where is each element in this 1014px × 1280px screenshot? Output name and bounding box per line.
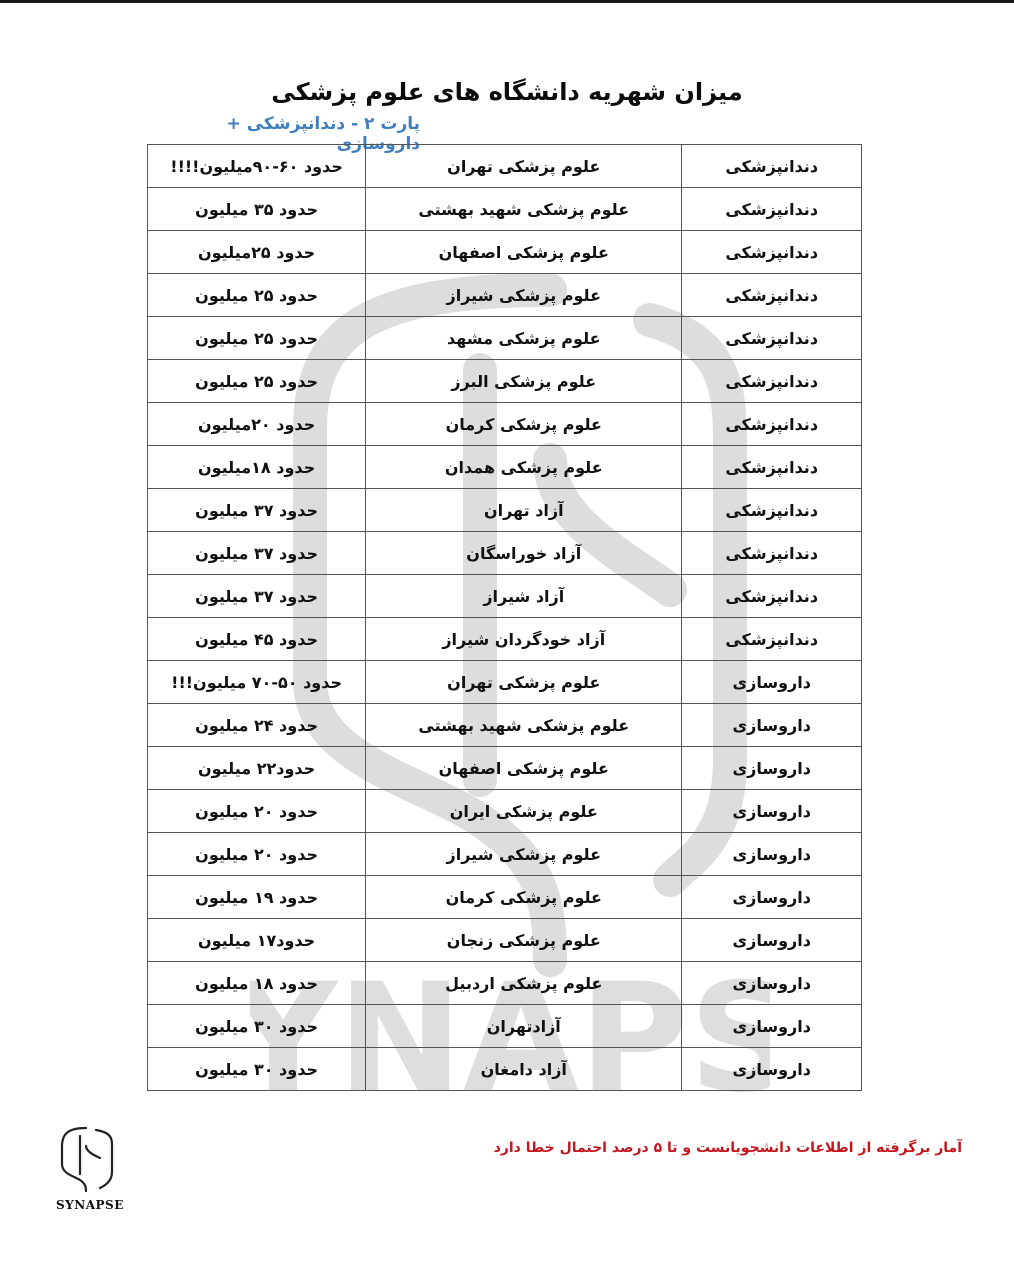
university-cell: علوم پزشکی شیراز bbox=[366, 833, 682, 876]
university-cell: آزاد خوراسگان bbox=[366, 532, 682, 575]
fee-cell: حدود ۵۰-۷۰ میلیون!!! bbox=[148, 661, 366, 704]
fee-cell: حدود ۳۰ میلیون bbox=[148, 1048, 366, 1091]
table-row bbox=[148, 231, 862, 274]
university-cell: علوم پزشکی مشهد bbox=[366, 317, 682, 360]
university-cell: علوم پزشکی کرمان bbox=[366, 876, 682, 919]
table-row bbox=[148, 145, 862, 188]
watermark-text: YNAPS bbox=[250, 952, 770, 1100]
page-subtitle: پارت ۲ - دندانپزشکی + داروسازی bbox=[226, 114, 420, 154]
table-row bbox=[148, 833, 862, 876]
university-cell: علوم پزشکی ایران bbox=[366, 790, 682, 833]
university-cell: علوم پزشکی اصفهان bbox=[366, 231, 682, 274]
fee-cell: حدود ۲۵ میلیون bbox=[148, 274, 366, 317]
field-cell: داروسازی bbox=[682, 661, 862, 704]
tuition-table bbox=[147, 144, 862, 1091]
table-row bbox=[148, 962, 862, 1005]
fee-cell: حدود ۲۴ میلیون bbox=[148, 704, 366, 747]
field-cell: دندانپزشکی bbox=[682, 360, 862, 403]
field-cell: داروسازی bbox=[682, 833, 862, 876]
university-cell: علوم پزشکی شهید بهشتی bbox=[366, 188, 682, 231]
fee-cell: حدود۱۷ میلیون bbox=[148, 919, 366, 962]
fee-cell: حدود ۳۷ میلیون bbox=[148, 489, 366, 532]
table-row bbox=[148, 532, 862, 575]
fee-cell: حدود ۴۵ میلیون bbox=[148, 618, 366, 661]
university-cell: علوم پزشکی تهران bbox=[366, 661, 682, 704]
fee-cell: حدود ۲۰میلیون bbox=[148, 403, 366, 446]
fee-cell: حدود ۳۰ میلیون bbox=[148, 1005, 366, 1048]
table-row bbox=[148, 747, 862, 790]
field-cell: دندانپزشکی bbox=[682, 489, 862, 532]
field-cell: داروسازی bbox=[682, 1048, 862, 1091]
table-row bbox=[148, 876, 862, 919]
university-cell: آزاد دامغان bbox=[366, 1048, 682, 1091]
table-row bbox=[148, 618, 862, 661]
university-cell: آزاد تهران bbox=[366, 489, 682, 532]
fee-cell: حدود ۲۵میلیون bbox=[148, 231, 366, 274]
field-cell: داروسازی bbox=[682, 747, 862, 790]
table-row bbox=[148, 403, 862, 446]
field-cell: دندانپزشکی bbox=[682, 403, 862, 446]
university-cell: علوم پزشکی اصفهان bbox=[366, 747, 682, 790]
field-cell: داروسازی bbox=[682, 1005, 862, 1048]
field-cell: دندانپزشکی bbox=[682, 145, 862, 188]
university-cell: علوم پزشکی کرمان bbox=[366, 403, 682, 446]
field-cell: دندانپزشکی bbox=[682, 575, 862, 618]
field-cell: دندانپزشکی bbox=[682, 188, 862, 231]
fee-cell: حدود ۱۹ میلیون bbox=[148, 876, 366, 919]
university-cell: علوم پزشکی همدان bbox=[366, 446, 682, 489]
table-row bbox=[148, 188, 862, 231]
tuition-table-body bbox=[148, 145, 862, 1091]
fee-cell: حدود ۳۵ میلیون bbox=[148, 188, 366, 231]
fee-cell: حدود ۲۵ میلیون bbox=[148, 360, 366, 403]
page-title: میزان شهریه دانشگاه های علوم پزشکی bbox=[271, 78, 743, 106]
fee-cell: حدود ۲۰ میلیون bbox=[148, 833, 366, 876]
table-row bbox=[148, 704, 862, 747]
field-cell: دندانپزشکی bbox=[682, 446, 862, 489]
fee-cell: حدود ۳۷ میلیون bbox=[148, 532, 366, 575]
field-cell: دندانپزشکی bbox=[682, 317, 862, 360]
university-cell: علوم پزشکی البرز bbox=[366, 360, 682, 403]
table-row bbox=[148, 274, 862, 317]
table-row bbox=[148, 919, 862, 962]
fee-cell: حدود ۱۸میلیون bbox=[148, 446, 366, 489]
table-row bbox=[148, 1048, 862, 1091]
fee-cell: حدود۲۲ میلیون bbox=[148, 747, 366, 790]
footnote: آمار برگرفته از اطلاعات دانشجویانست و تا ۵ درصد احتمال خطا دارد bbox=[493, 1140, 962, 1156]
fee-cell: حدود ۲۵ میلیون bbox=[148, 317, 366, 360]
university-cell: آزاد شیراز bbox=[366, 575, 682, 618]
logo-text: SYNAPSE bbox=[56, 1198, 124, 1212]
field-cell: دندانپزشکی bbox=[682, 231, 862, 274]
fee-cell: حدود ۳۷ میلیون bbox=[148, 575, 366, 618]
table-row bbox=[148, 446, 862, 489]
field-cell: دندانپزشکی bbox=[682, 274, 862, 317]
fee-cell: حدود ۱۸ میلیون bbox=[148, 962, 366, 1005]
table-row bbox=[148, 317, 862, 360]
top-rule bbox=[0, 0, 1014, 3]
field-cell: داروسازی bbox=[682, 962, 862, 1005]
fee-cell: حدود ۲۰ میلیون bbox=[148, 790, 366, 833]
university-cell: آزاد خودگردان شیراز bbox=[366, 618, 682, 661]
university-cell: علوم پزشکی اردبیل bbox=[366, 962, 682, 1005]
field-cell: دندانپزشکی bbox=[682, 532, 862, 575]
table-row bbox=[148, 575, 862, 618]
field-cell: دندانپزشکی bbox=[682, 618, 862, 661]
field-cell: داروسازی bbox=[682, 790, 862, 833]
synapse-logo bbox=[56, 1124, 124, 1218]
fee-cell: حدود ۶۰-۹۰میلیون!!!! bbox=[148, 145, 366, 188]
field-cell: داروسازی bbox=[682, 704, 862, 747]
university-cell: علوم پزشکی شیراز bbox=[366, 274, 682, 317]
university-cell: آزادتهران bbox=[366, 1005, 682, 1048]
table-row bbox=[148, 790, 862, 833]
table-row bbox=[148, 360, 862, 403]
field-cell: داروسازی bbox=[682, 919, 862, 962]
synapse-logo-icon bbox=[56, 1124, 118, 1194]
table-row bbox=[148, 489, 862, 532]
university-cell: علوم پزشکی تهران bbox=[366, 145, 682, 188]
table-row bbox=[148, 1005, 862, 1048]
university-cell: علوم پزشکی شهید بهشتی bbox=[366, 704, 682, 747]
field-cell: داروسازی bbox=[682, 876, 862, 919]
table-row bbox=[148, 661, 862, 704]
university-cell: علوم پزشکی زنجان bbox=[366, 919, 682, 962]
